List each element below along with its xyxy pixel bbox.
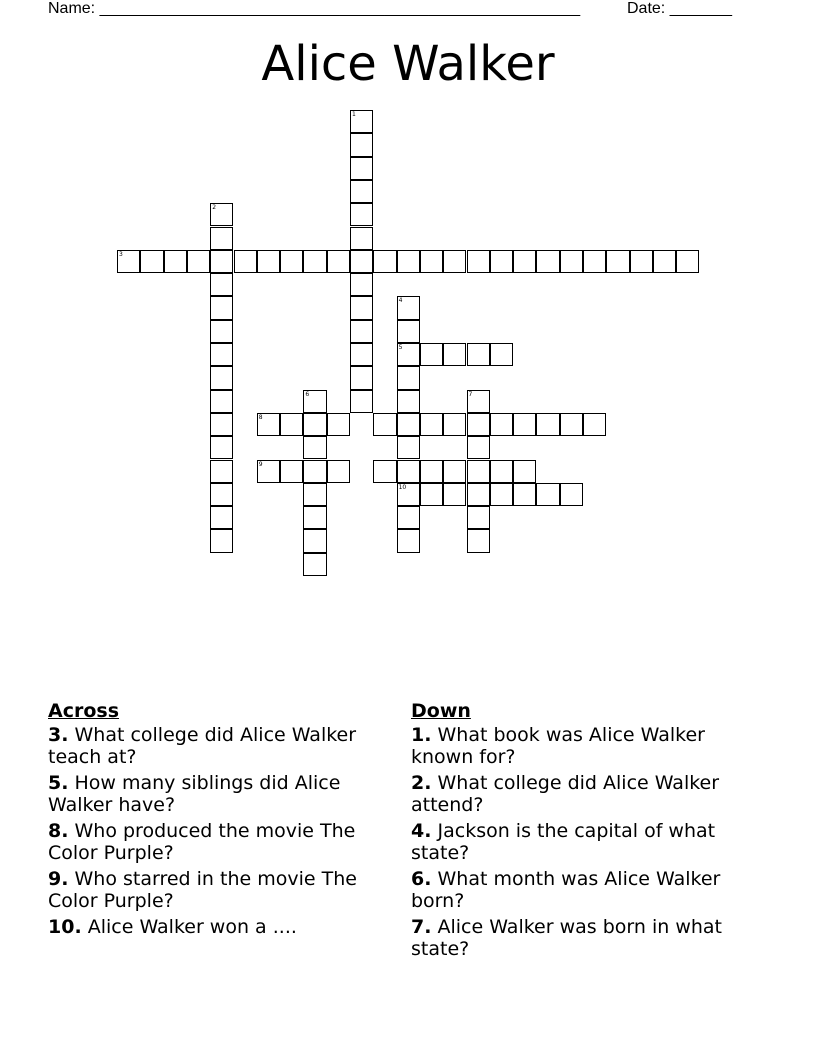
cell-number: 2 xyxy=(212,204,217,212)
grid-cell[interactable] xyxy=(350,227,373,250)
grid-cell[interactable] xyxy=(140,250,163,273)
grid-cell[interactable] xyxy=(490,460,513,483)
cell-number: 9 xyxy=(258,460,263,468)
grid-cell[interactable] xyxy=(350,296,373,319)
grid-cell[interactable] xyxy=(327,413,350,436)
grid-cell[interactable] xyxy=(397,390,420,413)
clue-number: 10. xyxy=(48,916,82,938)
cell-number: 6 xyxy=(305,390,310,398)
grid-cell[interactable] xyxy=(257,413,280,436)
grid-cell[interactable] xyxy=(420,250,443,273)
clue-across-3 xyxy=(48,724,393,768)
grid-cell[interactable] xyxy=(210,390,233,413)
grid-cell[interactable] xyxy=(303,553,326,576)
clue-number: 3. xyxy=(48,724,69,746)
grid-cell[interactable] xyxy=(210,436,233,459)
grid-cell[interactable] xyxy=(420,460,443,483)
grid-cell[interactable] xyxy=(303,506,326,529)
grid-cell[interactable] xyxy=(373,250,396,273)
clue-down-2 xyxy=(411,772,756,816)
date-field: Date: _______ xyxy=(627,0,732,17)
clue-text: What college did Alice Walker attend? xyxy=(411,772,720,816)
grid-cell[interactable] xyxy=(583,413,606,436)
grid-cell[interactable] xyxy=(373,460,396,483)
grid-cell[interactable] xyxy=(467,460,490,483)
grid-cell[interactable] xyxy=(397,413,420,436)
grid-cell[interactable] xyxy=(303,529,326,552)
clue-text: Who produced the movie The Color Purple? xyxy=(48,820,356,864)
grid-cell[interactable] xyxy=(467,529,490,552)
cell-number: 1 xyxy=(352,111,356,118)
grid-cell[interactable] xyxy=(420,343,443,366)
grid-cell[interactable] xyxy=(350,110,373,133)
grid-cell[interactable] xyxy=(420,483,443,506)
clue-text: What month was Alice Walker born? xyxy=(411,868,721,912)
down-clues xyxy=(411,700,756,964)
clue-down-1 xyxy=(411,724,756,768)
grid-cell[interactable] xyxy=(676,250,699,273)
grid-cell[interactable] xyxy=(397,250,420,273)
cell-number: 10 xyxy=(398,483,407,491)
grid-cell[interactable] xyxy=(210,343,233,366)
grid-cell[interactable] xyxy=(303,460,326,483)
grid-cell[interactable] xyxy=(210,273,233,296)
grid-cell[interactable] xyxy=(210,506,233,529)
grid-cell[interactable] xyxy=(467,343,490,366)
grid-cell[interactable] xyxy=(513,413,536,436)
grid-cell[interactable] xyxy=(350,180,373,203)
grid-cell[interactable] xyxy=(327,460,350,483)
grid-cell[interactable] xyxy=(467,436,490,459)
grid-cell[interactable] xyxy=(560,250,583,273)
grid-cell[interactable] xyxy=(210,203,233,226)
grid-cell[interactable] xyxy=(630,250,653,273)
grid-cell[interactable] xyxy=(303,413,326,436)
clue-across-9 xyxy=(48,868,393,912)
grid-cell[interactable] xyxy=(467,390,490,413)
grid-cell[interactable] xyxy=(443,413,466,436)
clue-number: 5. xyxy=(48,772,69,794)
grid-cell[interactable] xyxy=(443,483,466,506)
grid-cell[interactable] xyxy=(257,460,280,483)
grid-cell[interactable] xyxy=(210,296,233,319)
cell-number: 8 xyxy=(258,413,263,421)
grid-cell[interactable] xyxy=(560,483,583,506)
grid-cell[interactable] xyxy=(257,250,280,273)
grid-cell[interactable] xyxy=(373,413,396,436)
grid-cell[interactable] xyxy=(234,250,257,273)
grid-cell[interactable] xyxy=(513,460,536,483)
name-field: Name: ______________________________________________________ xyxy=(48,0,581,17)
cell-number: 4 xyxy=(398,297,403,305)
cell-number: 5 xyxy=(398,344,403,351)
clue-number: 1. xyxy=(411,724,432,746)
grid-cell[interactable] xyxy=(164,250,187,273)
clue-text: Alice Walker was born in what state? xyxy=(411,916,722,960)
grid-cell[interactable] xyxy=(117,250,140,273)
page-title: Alice Walker xyxy=(261,36,555,92)
grid-cell[interactable] xyxy=(350,133,373,156)
grid-cell[interactable] xyxy=(467,483,490,506)
clue-down-4 xyxy=(411,820,756,864)
grid-cell[interactable] xyxy=(350,366,373,389)
clue-text: Who starred in the movie The Color Purple? xyxy=(48,868,357,912)
clue-text: Alice Walker won a .... xyxy=(87,916,297,938)
grid-cell[interactable] xyxy=(350,320,373,343)
grid-cell[interactable] xyxy=(210,460,233,483)
grid-cell[interactable] xyxy=(513,483,536,506)
grid-cell[interactable] xyxy=(210,529,233,552)
clue-number: 6. xyxy=(411,868,432,890)
grid-cell[interactable] xyxy=(303,483,326,506)
grid-cell[interactable] xyxy=(350,250,373,273)
grid-cell[interactable] xyxy=(350,157,373,180)
grid-cell[interactable] xyxy=(490,250,513,273)
grid-cell[interactable] xyxy=(443,250,466,273)
grid-cell[interactable] xyxy=(210,483,233,506)
grid-cell[interactable] xyxy=(350,343,373,366)
grid-cell[interactable] xyxy=(210,366,233,389)
grid-cell[interactable] xyxy=(397,320,420,343)
clue-number: 8. xyxy=(48,820,69,842)
grid-cell[interactable] xyxy=(490,343,513,366)
grid-cell[interactable] xyxy=(536,413,559,436)
across-clues xyxy=(48,700,393,942)
grid-cell[interactable] xyxy=(536,483,559,506)
grid-cell[interactable] xyxy=(280,413,303,436)
clue-number: 9. xyxy=(48,868,69,890)
grid-cell[interactable] xyxy=(467,413,490,436)
grid-cell[interactable] xyxy=(467,506,490,529)
grid-cell[interactable] xyxy=(327,250,350,273)
grid-cell[interactable] xyxy=(210,320,233,343)
grid-cell[interactable] xyxy=(490,413,513,436)
grid-cell[interactable] xyxy=(397,343,420,366)
cell-number: 3 xyxy=(119,250,123,258)
grid-cell[interactable] xyxy=(536,250,559,273)
grid-cell[interactable] xyxy=(560,413,583,436)
clue-text: What book was Alice Walker known for? xyxy=(411,724,705,768)
grid-cell[interactable] xyxy=(467,250,490,273)
clue-across-10 xyxy=(48,916,393,938)
clue-down-7 xyxy=(411,916,756,960)
grid-cell[interactable] xyxy=(280,460,303,483)
cell-number: 7 xyxy=(468,390,473,398)
grid-cell[interactable] xyxy=(443,343,466,366)
grid-cell[interactable] xyxy=(350,273,373,296)
grid-cell[interactable] xyxy=(397,366,420,389)
clue-across-8 xyxy=(48,820,393,864)
grid-cell[interactable] xyxy=(303,436,326,459)
grid-cell[interactable] xyxy=(397,460,420,483)
grid-cell[interactable] xyxy=(303,250,326,273)
grid-cell[interactable] xyxy=(420,413,443,436)
grid-cell[interactable] xyxy=(397,506,420,529)
grid-cell[interactable] xyxy=(397,296,420,319)
grid-cell[interactable] xyxy=(350,203,373,226)
clue-number: 4. xyxy=(411,820,432,842)
clue-number: 2. xyxy=(411,772,432,794)
grid-cell[interactable] xyxy=(303,390,326,413)
grid-cell[interactable] xyxy=(210,413,233,436)
clue-text: What college did Alice Walker teach at? xyxy=(48,724,357,768)
down-heading: Down xyxy=(411,700,471,722)
grid-cell[interactable] xyxy=(583,250,606,273)
grid-cell[interactable] xyxy=(397,529,420,552)
clue-across-5 xyxy=(48,772,393,816)
clue-down-6 xyxy=(411,868,756,912)
grid-cell[interactable] xyxy=(443,460,466,483)
grid-cell[interactable] xyxy=(653,250,676,273)
clue-number: 7. xyxy=(411,916,432,938)
grid-cell[interactable] xyxy=(210,227,233,250)
grid-cell[interactable] xyxy=(280,250,303,273)
across-heading: Across xyxy=(48,700,120,722)
grid-cell[interactable] xyxy=(187,250,210,273)
grid-cell[interactable] xyxy=(350,390,373,413)
grid-cell[interactable] xyxy=(210,250,233,273)
grid-cell[interactable] xyxy=(397,436,420,459)
grid-cell[interactable] xyxy=(397,483,420,506)
grid-cell[interactable] xyxy=(490,483,513,506)
grid-cell[interactable] xyxy=(513,250,536,273)
clue-text: Jackson is the capital of what state? xyxy=(411,820,716,864)
clue-text: How many siblings did Alice Walker have? xyxy=(48,772,341,816)
grid-cell[interactable] xyxy=(606,250,629,273)
